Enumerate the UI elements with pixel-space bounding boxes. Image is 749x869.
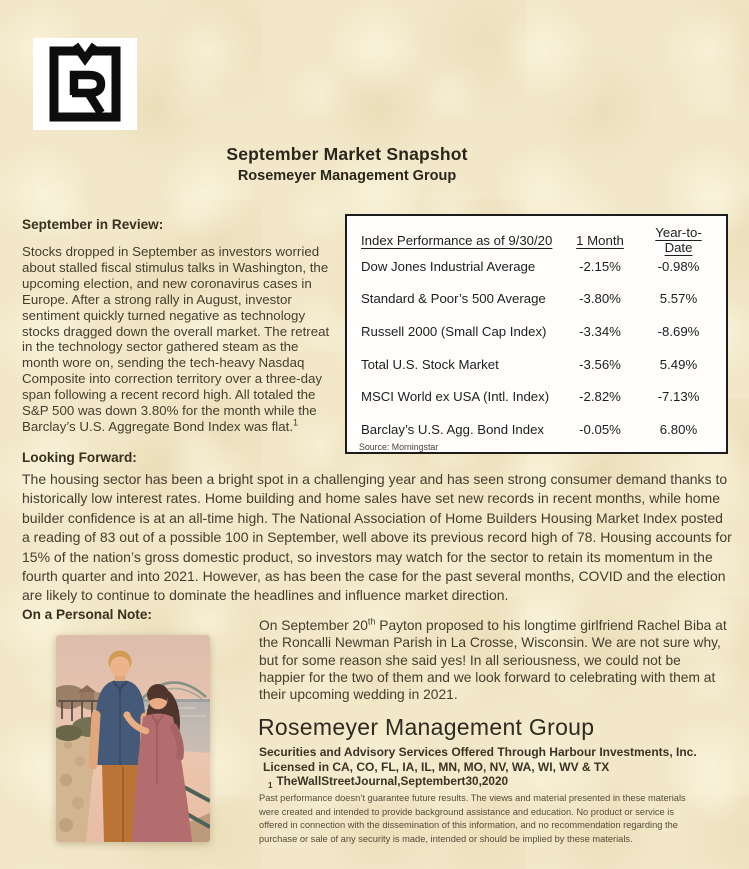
couple-photo — [56, 635, 210, 842]
index-name: Standard & Poor’s 500 Average — [361, 291, 546, 307]
citation-text: TheWallStreetJournal,Septembert30,2020 — [276, 774, 509, 788]
page-title: September Market Snapshot — [226, 144, 468, 164]
personal-text-post: Payton proposed to his longtime girlfriend Rachel Biba at the Roncalli Newman Parish in La Crosse, Wisconsin. We are not sure why, but for some reason she said yes! In all seriousness, we could not be happier for the two of them and we look forward to celebrating with them at their upcoming wedding in 2021. — [259, 618, 727, 703]
personal-text-pre: On September 20 — [259, 618, 368, 633]
table-header-ytd: Year-to-Date — [655, 225, 702, 255]
table-row — [359, 348, 714, 381]
review-heading: September in Review: — [22, 217, 164, 232]
rosemeyer-logo — [33, 38, 137, 130]
index-ytd-value: -7.13% — [657, 389, 700, 405]
citation-marker: 1 — [268, 781, 273, 791]
index-name: Russell 2000 (Small Cap Index) — [361, 323, 547, 339]
index-table-rows — [359, 250, 714, 446]
index-performance-table — [345, 214, 728, 454]
review-footnote-marker: 1 — [293, 417, 299, 428]
index-1month-value: -3.56% — [579, 356, 621, 372]
footer-licensed-line: Licensed in CA, CO, FL, IA, IL, MN, MO, NV, WA, WI, WV & TX — [263, 760, 610, 774]
couple-photo-illustration — [56, 635, 210, 842]
index-name: Barclay’s U.S. Agg. Bond Index — [361, 421, 545, 437]
index-ytd-value: 6.80% — [659, 421, 698, 437]
table-row — [359, 315, 714, 348]
forward-body: The housing sector has been a bright spot in a challenging year and has seen strong consumer demand thanks to historically low interest rates. Home building and home sales have set new records in recent months, while home builder confidence is at an all-time high. The National Association of Home Builders Housing Market Index posted a reading of 83 out of a possible 100 in September, well above its previous record high of 78. Housing accounts for 15% of the nation’s gross domestic product, so investors may watch for the sector to retain its momentum in the fourth quarter and into 2021. However, as has been the case for the past several months, COVID and the election are likely to continue to dominate the headlines and influence market direction. — [22, 471, 732, 604]
index-name: MSCI World ex USA (Intl. Index) — [361, 389, 550, 405]
index-ytd-value: 5.57% — [659, 291, 698, 307]
personal-heading: On a Personal Note: — [22, 607, 152, 622]
page-subtitle: Rosemeyer Management Group — [237, 168, 457, 184]
personal-ordinal: th — [367, 616, 376, 627]
table-source-note: Source: Morningstar — [359, 441, 439, 452]
index-1month-value: -0.05% — [579, 421, 621, 437]
footer-disclaimer: Past performance doesn’t guarantee future results. The views and material presented in these materials were created and intended to provide background assistance and education. No product or service is offered in connection with the dissemination of this information, and no recommendation regarding the purchase or sale of any security is made, intended or should be implied by these materials. — [259, 793, 686, 844]
table-header-1month: 1 Month — [576, 232, 624, 248]
review-text: Stocks dropped in September as investors worried about stalled fiscal stimulus talks in Washington, the upcoming election, and new coronavirus cases in Europe. After a strong rally in August, investor sentiment quickly turned negative as technology stocks dragged down the overall market. The retreat in the technology sector gathered steam as the month wore on, sending the tech-heavy Nasdaq Composite into correction territory over a three-day span following a recent record high. All totaled the S&P 500 was down 3.80% for the month while the Barclay’s U.S. Aggregate Bond Index was flat. — [22, 244, 330, 434]
logo-r-mark-icon — [33, 38, 137, 130]
index-name: Total U.S. Stock Market — [361, 356, 499, 372]
index-ytd-value: -8.69% — [657, 323, 700, 339]
table-row — [359, 283, 714, 316]
index-1month-value: -2.82% — [579, 389, 621, 405]
index-1month-value: -2.15% — [579, 258, 621, 274]
index-ytd-value: -0.98% — [657, 258, 700, 274]
table-header-index: Index Performance as of 9/30/20 — [361, 232, 553, 248]
forward-heading: Looking Forward: — [22, 450, 137, 465]
index-1month-value: -3.80% — [579, 291, 621, 307]
index-1month-value: -3.34% — [579, 323, 621, 339]
table-row — [359, 380, 714, 413]
table-header-row — [359, 225, 714, 255]
personal-body — [259, 617, 727, 703]
index-ytd-value: 5.49% — [659, 356, 698, 372]
review-body — [22, 244, 330, 435]
header — [0, 144, 694, 184]
index-name: Dow Jones Industrial Average — [361, 258, 536, 274]
footer-company-name: Rosemeyer Management Group — [258, 714, 595, 740]
footer-citation — [268, 774, 508, 790]
footer-securities-line: Securities and Advisory Services Offered Through Harbour Investments, Inc. — [259, 745, 697, 759]
